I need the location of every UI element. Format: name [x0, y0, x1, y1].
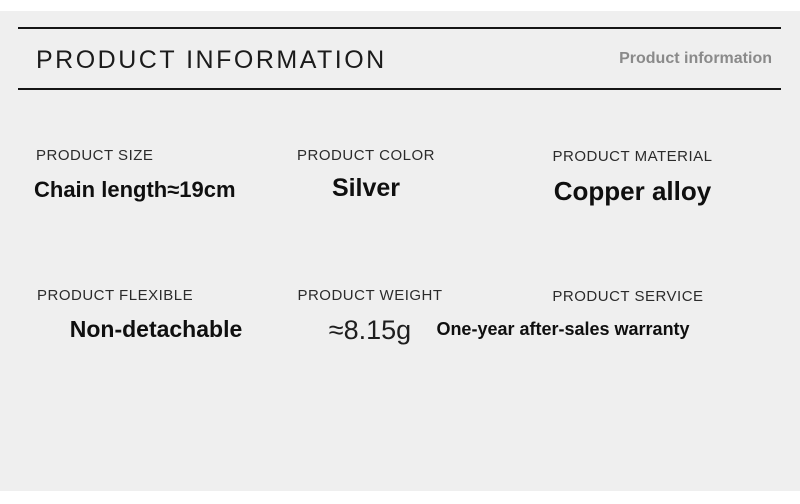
section-title: PRODUCT INFORMATION	[36, 46, 387, 74]
product-service-value: One-year after-sales warranty	[436, 319, 690, 339]
product-size-value: Chain length≈19cm	[34, 177, 236, 202]
product-service-label: PRODUCT SERVICE	[552, 288, 704, 305]
product-flexible-label: PRODUCT FLEXIBLE	[37, 287, 194, 304]
product-size-label: PRODUCT SIZE	[36, 147, 154, 164]
product-flexible-value: Non-detachable	[69, 316, 243, 342]
product-weight-label: PRODUCT WEIGHT	[297, 287, 443, 304]
product-color-label: PRODUCT COLOR	[297, 147, 435, 164]
header-bottom-rule	[18, 88, 781, 90]
header-top-rule	[18, 27, 781, 29]
product-material-value: Copper alloy	[553, 176, 712, 206]
section-subtitle: Product information	[619, 50, 772, 67]
product-material-label: PRODUCT MATERIAL	[552, 148, 713, 165]
product-weight-value: ≈8.15g	[328, 315, 412, 345]
product-color-value: Silver	[331, 174, 401, 202]
info-panel-background	[0, 11, 800, 491]
